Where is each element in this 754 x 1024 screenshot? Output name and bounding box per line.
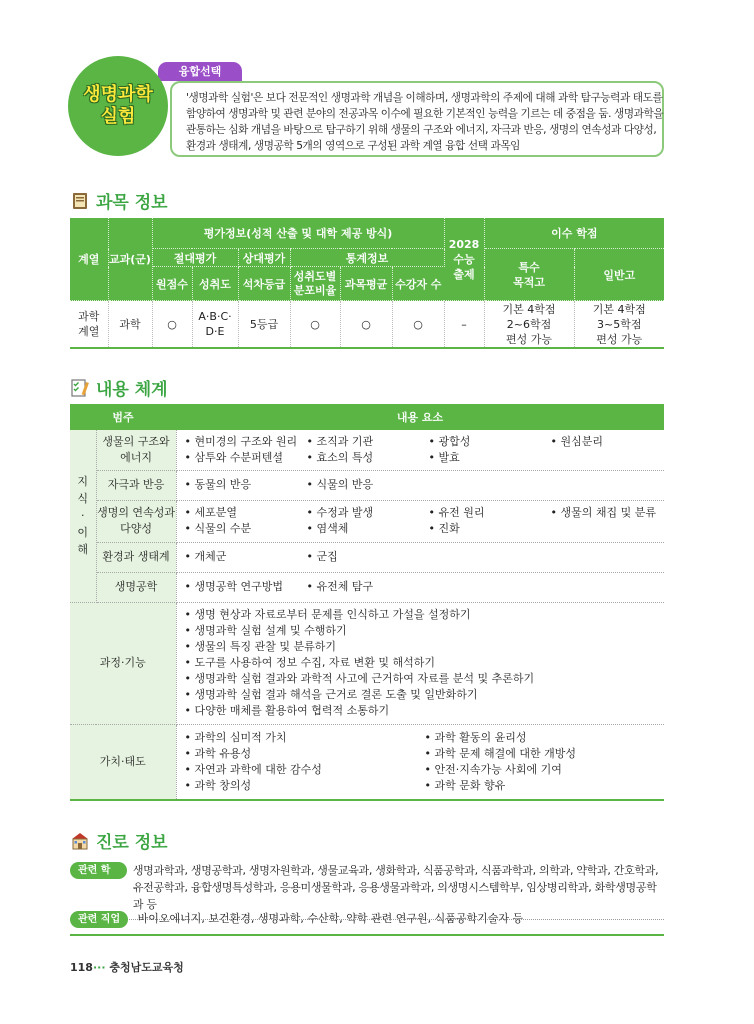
header-special: 특수 목적고	[484, 249, 574, 301]
process-label: 과정·기능	[70, 602, 176, 724]
footer-org: 충청남도교육청	[109, 961, 184, 974]
list-item: • 개체군	[185, 549, 307, 565]
header-category: 범주	[70, 404, 176, 430]
header-distribution: 성취도별 분포비율	[290, 267, 340, 301]
section-content	[70, 375, 168, 400]
intro-line: 환경과 생태계, 생명공학 5개의 영역으로 구성된 과학 계열 융합 선택 과목임	[186, 140, 520, 152]
header-group: 계열	[70, 218, 108, 301]
header-rank: 석차등급	[238, 267, 290, 301]
table-row	[70, 542, 664, 572]
subject-info-table	[70, 218, 664, 349]
page-footer	[70, 959, 184, 975]
list-item: • 동물의 반응	[185, 477, 307, 493]
header-relative: 상대평가	[238, 249, 290, 267]
list-item: • 과학 유용성	[185, 746, 425, 762]
list-item: • 과학 문화 향유	[425, 778, 655, 794]
job-label: 관련 직업	[70, 911, 128, 928]
cell-raw: ○	[152, 301, 192, 349]
list-item: • 세포분열	[185, 505, 307, 521]
list-item: • 유전체 탐구	[307, 579, 429, 595]
list-item: • 생명 현상과 자료로부터 문제를 인식하고 가설을 설정하기	[185, 607, 665, 623]
table-row	[70, 572, 664, 602]
cell-average: ○	[340, 301, 392, 349]
dept-label: 관련 학과	[70, 862, 127, 879]
domain-elements	[176, 500, 664, 542]
header-subject: 교과(군)	[108, 218, 152, 301]
list-item: • 과학 창의성	[185, 778, 425, 794]
table-row	[70, 430, 664, 470]
list-item: • 광합성	[429, 434, 551, 450]
domain-name: 생명의 연속성과 다양성	[96, 500, 176, 542]
section-title: 과목 정보	[96, 193, 168, 213]
table-row	[70, 500, 664, 542]
value-elements	[176, 724, 664, 800]
section-title: 진로 정보	[96, 833, 168, 853]
intro-line: 함양하여 생명과학 및 관련 분야의 전공과목 이수에 필요한 기본적인 능력을 기르는 데 중점을 둠. 생명과학을	[186, 108, 664, 120]
list-item: • 생물의 채집 및 분류	[551, 505, 669, 521]
list-item: • 수정과 발생	[307, 505, 429, 521]
list-item: • 생물의 특징 관찰 및 분류하기	[185, 639, 665, 655]
checklist-icon	[70, 378, 90, 398]
footer-dots: ···	[92, 961, 106, 974]
subject-title-line1: 생명과학	[83, 84, 153, 105]
cell-subject: 과학	[108, 301, 152, 349]
header-general: 일반고	[574, 249, 664, 301]
career-jobs	[70, 910, 664, 936]
list-item: • 원심분리	[551, 434, 669, 450]
list-item: • 생명공학 연구방법	[185, 579, 307, 595]
table-row	[70, 470, 664, 500]
table-row	[70, 602, 664, 724]
domain-elements	[176, 542, 664, 572]
list-item: • 과학 활동의 윤리성	[425, 730, 655, 746]
subject-intro	[170, 81, 664, 157]
process-elements	[176, 602, 664, 724]
domain-name: 자극과 반응	[96, 470, 176, 500]
cell-rank: 5등급	[238, 301, 290, 349]
domain-name: 생명공학	[96, 572, 176, 602]
list-item: • 안전·지속가능 사회에 기여	[425, 762, 655, 778]
list-item: • 생명과학 실험 결과와 과학적 사고에 근거하여 자료를 분석 및 추론하기	[185, 671, 665, 687]
subject-title-line2: 실험	[100, 106, 136, 127]
domain-elements	[176, 572, 664, 602]
cell-exam: –	[444, 301, 484, 349]
knowledge-label: 지 식 · 이 해	[70, 430, 96, 602]
cell-group: 과학 계열	[70, 301, 108, 349]
domain-elements	[176, 470, 664, 500]
list-item: • 진화	[429, 521, 551, 537]
subject-badge	[68, 56, 168, 156]
header-exam: 2028 수능 출제	[444, 218, 484, 301]
header-grade: 성취도	[192, 267, 238, 301]
domain-name: 생물의 구조와 에너지	[96, 430, 176, 470]
header-stats: 통계정보	[290, 249, 444, 267]
content-table	[70, 404, 664, 801]
section-title: 내용 체계	[96, 380, 168, 400]
header-raw: 원점수	[152, 267, 192, 301]
list-item: • 효소의 특성	[307, 450, 429, 466]
job-text: 바이오에너지, 보건환경, 생명과학, 수산학, 약학 관련 연구원, 식품공학기술자 등	[137, 912, 524, 925]
section-subject-info	[70, 188, 168, 213]
header-average: 과목평균	[340, 267, 392, 301]
header-credit: 이수 학점	[484, 218, 664, 249]
list-item: • 군집	[307, 549, 429, 565]
domain-name: 환경과 생태계	[96, 542, 176, 572]
section-career	[70, 828, 168, 853]
list-item: • 조직과 기관	[307, 434, 429, 450]
cell-count: ○	[392, 301, 444, 349]
list-item: • 유전 원리	[429, 505, 551, 521]
value-label: 가치·태도	[70, 724, 176, 800]
intro-line: 관통하는 심화 개념을 바탕으로 탐구하기 위해 생물의 구조와 에너지, 자극과 반응, 생명의 연속성과 다양성,	[186, 124, 657, 136]
list-item: • 과학의 심미적 가치	[185, 730, 425, 746]
header-count: 수강자 수	[392, 267, 444, 301]
header-eval: 평가정보(성적 산출 및 대학 제공 방식)	[152, 218, 444, 249]
list-item: • 식물의 수분	[185, 521, 307, 537]
list-item: • 발효	[429, 450, 551, 466]
list-item: • 과학 문제 해결에 대한 개방성	[425, 746, 655, 762]
cell-distribution: ○	[290, 301, 340, 349]
list-item: • 염색체	[307, 521, 429, 537]
list-item: • 도구를 사용하여 정보 수집, 자료 변환 및 해석하기	[185, 655, 665, 671]
book-icon	[70, 191, 90, 211]
category-tag: 융합선택	[158, 62, 242, 81]
table-row	[70, 724, 664, 800]
table-row	[70, 301, 664, 349]
dept-line: 생명과학과, 생명공학과, 생명자원학과, 생물교육과, 생화학과, 식품공학과, 식품과학과, 의학과, 약학과, 간호학과,	[132, 864, 659, 877]
intro-line: '생명과학 실험'은 보다 전문적인 생명과학 개념을 이해하며, 생명과학의 주제에 대해 과학 탐구능력과 태도를	[186, 92, 663, 104]
list-item: • 현미경의 구조와 원리	[185, 434, 307, 450]
header-elements: 내용 요소	[176, 404, 664, 430]
domain-elements	[176, 430, 664, 470]
list-item: • 생명과학 실험 결과 해석을 근거로 결론 도출 및 일반화하기	[185, 687, 665, 703]
list-item: • 생명과학 실험 설계 및 수행하기	[185, 623, 665, 639]
page-number: 118	[70, 961, 93, 974]
list-item: • 삼투와 수분퍼텐셜	[185, 450, 307, 466]
list-item: • 다양한 매체를 활용하여 협력적 소통하기	[185, 703, 665, 719]
list-item: • 자연과 과학에 대한 감수성	[185, 762, 425, 778]
school-icon	[70, 831, 90, 851]
list-item: • 식물의 반응	[307, 477, 429, 493]
cell-general: 기본 4학점 3~5학점 편성 가능	[574, 301, 664, 349]
header-absolute: 절대평가	[152, 249, 238, 267]
cell-grade: A·B·C· D·E	[192, 301, 238, 349]
cell-special: 기본 4학점 2~6학점 편성 가능	[484, 301, 574, 349]
dept-line: 유전공학과, 융합생명특성학과, 응용미생물학과, 응용생물과학과, 의생명시스템학부, 임상병리학과, 화학생명공학과 등	[132, 881, 657, 911]
